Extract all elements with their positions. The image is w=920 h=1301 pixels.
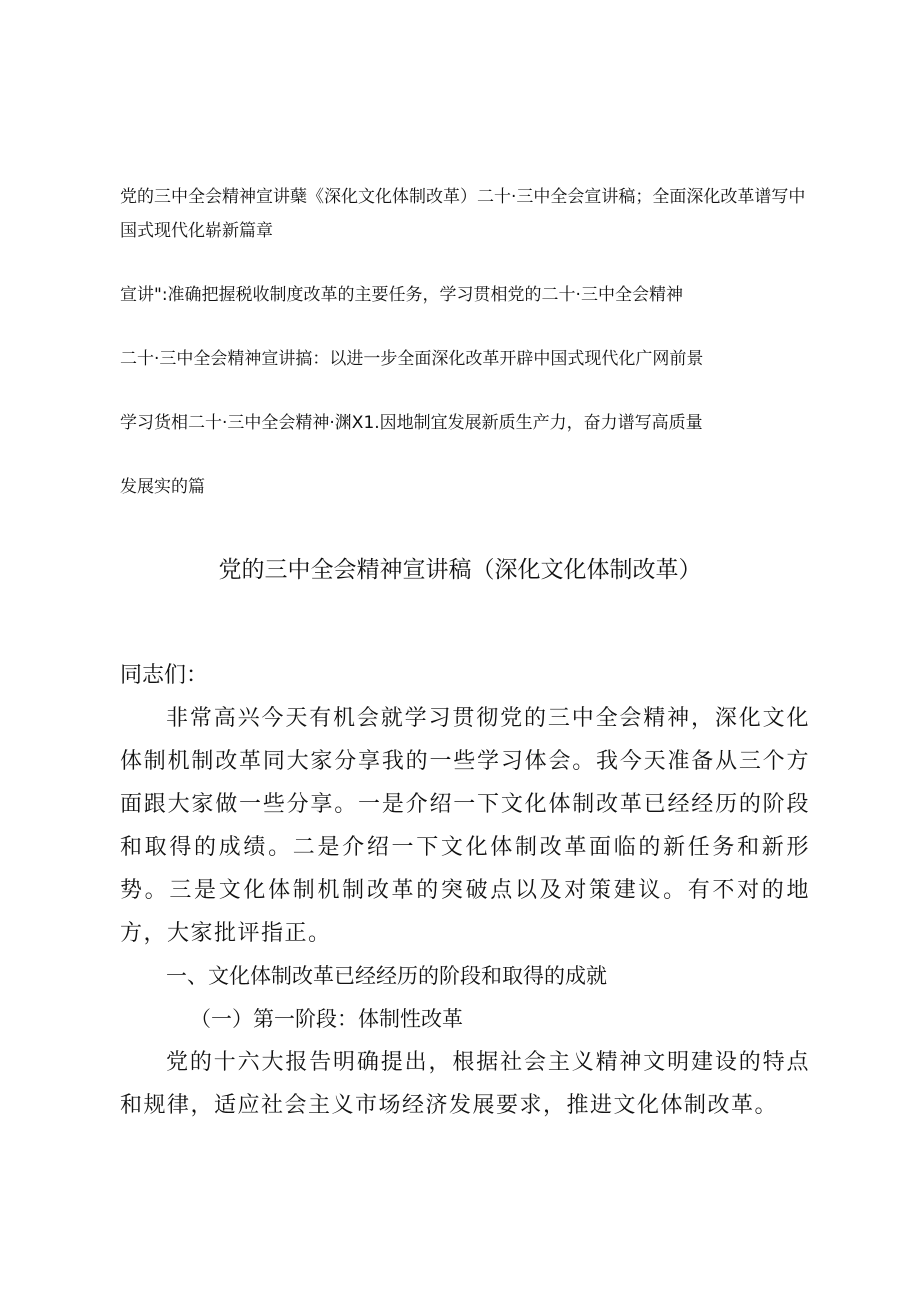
- section-heading: 一、文化体制改革已经经历的阶段和取得的成就: [166, 964, 607, 988]
- toc-item[interactable]: 宣讲":准确把握税收制度改革的主要任务，学习贯相党的二十·三中全会精神: [120, 285, 683, 305]
- document-body: [120, 654, 810, 1127]
- toc-item[interactable]: 发展实的篇: [120, 477, 205, 497]
- toc-item[interactable]: 党的三中全会精神宣讲蘖《深化文化体制改革）二十·三中全会宣讲稿；全面深化改革谱写中国式现代化崭新篇章: [120, 187, 806, 241]
- toc-item[interactable]: 二十·三中全会精神宣讲搞：以进一步全面深化改革开辟中国式现代化广网前景: [120, 349, 704, 369]
- toc-item[interactable]: 学习货相二十·三中全会精神·渊X1.因地制宜发展新质生产力，奋力谱写高质量: [120, 413, 703, 433]
- salutation: 同志们：: [120, 663, 209, 688]
- document-title: 党的三中全会精神宣讲稿（深化文化体制改革）: [218, 557, 702, 583]
- intro-paragraph: 非常高兴今天有机会就学习贯彻党的三中全会精神，深化文化体制机制改革同大家分享我的一些学习体会。我今天准备从三个方面跟大家做一些分享。一是介绍一下文化体制改革已经经历的阶段和取得的成绩。二是介绍一下文化体制改革面临的新任务和新形势。三是文化体制机制改革的突破点以及对策建议。有不对的地方，大家批评指正。: [120, 706, 810, 946]
- table-of-contents: [120, 180, 820, 534]
- body-paragraph: 党的十六大报告明确提出，根据社会主义精神文明建设的特点和规律，适应社会主义市场经济发展要求，推进文化体制改革。: [120, 1050, 810, 1118]
- subsection-heading: （一）第一阶段：体制性改革: [190, 1007, 463, 1031]
